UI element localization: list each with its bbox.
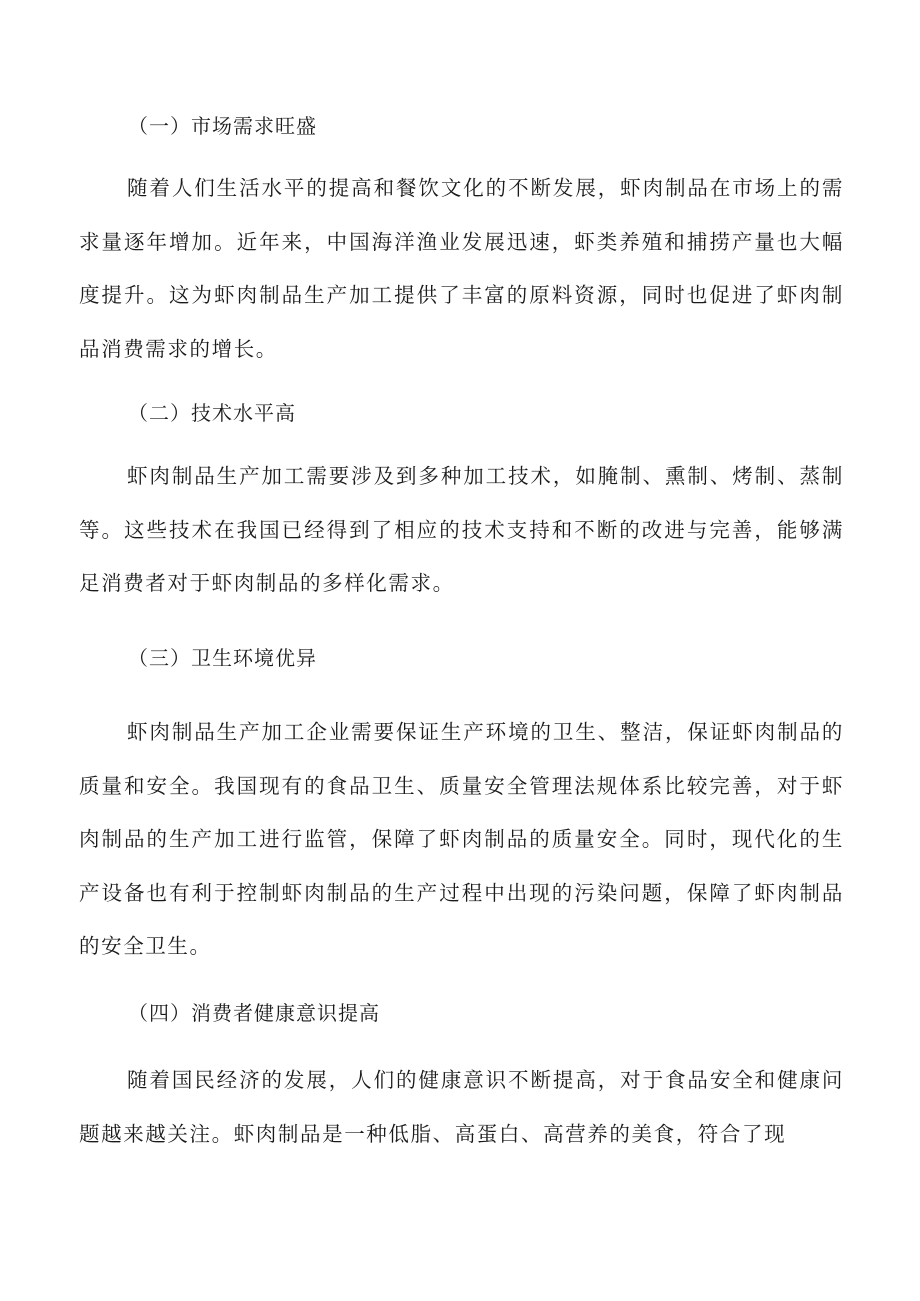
section-heading-1: （一）市场需求旺盛 bbox=[128, 114, 317, 138]
section-heading-2: （二）技术水平高 bbox=[128, 401, 296, 425]
section-body-2: 虾肉制品生产加工需要涉及到多种加工技术，如腌制、熏制、烤制、蒸制等。这些技术在我国已经得到了相应的技术支持和不断的改进与完善，能够满足消费者对于虾肉制品的多样化需求。 bbox=[79, 464, 844, 595]
section-heading-4: （四）消费者健康意识提高 bbox=[128, 1001, 380, 1025]
section-body-3: 虾肉制品生产加工企业需要保证生产环境的卫生、整洁，保证虾肉制品的质量和安全。我国现有的食品卫生、质量安全管理法规体系比较完善，对于虾肉制品的生产加工进行监管，保障了虾肉制品的质量安全。同时，现代化的生产设备也有利于控制虾肉制品的生产过程中出现的污染问题，保障了虾肉制品的安全卫生。 bbox=[79, 720, 844, 958]
section-body-4: 随着国民经济的发展，人们的健康意识不断提高，对于食品安全和健康问题越来越关注。虾肉制品是一种低脂、高蛋白、高营养的美食，符合了现 bbox=[79, 1068, 844, 1146]
section-body-1: 随着人们生活水平的提高和餐饮文化的不断发展，虾肉制品在市场上的需求量逐年增加。近年来，中国海洋渔业发展迅速，虾类养殖和捕捞产量也大幅度提升。这为虾肉制品生产加工提供了丰富的原料资源，同时也促进了虾肉制品消费需求的增长。 bbox=[79, 176, 844, 361]
section-heading-3: （三）卫生环境优异 bbox=[128, 646, 317, 670]
